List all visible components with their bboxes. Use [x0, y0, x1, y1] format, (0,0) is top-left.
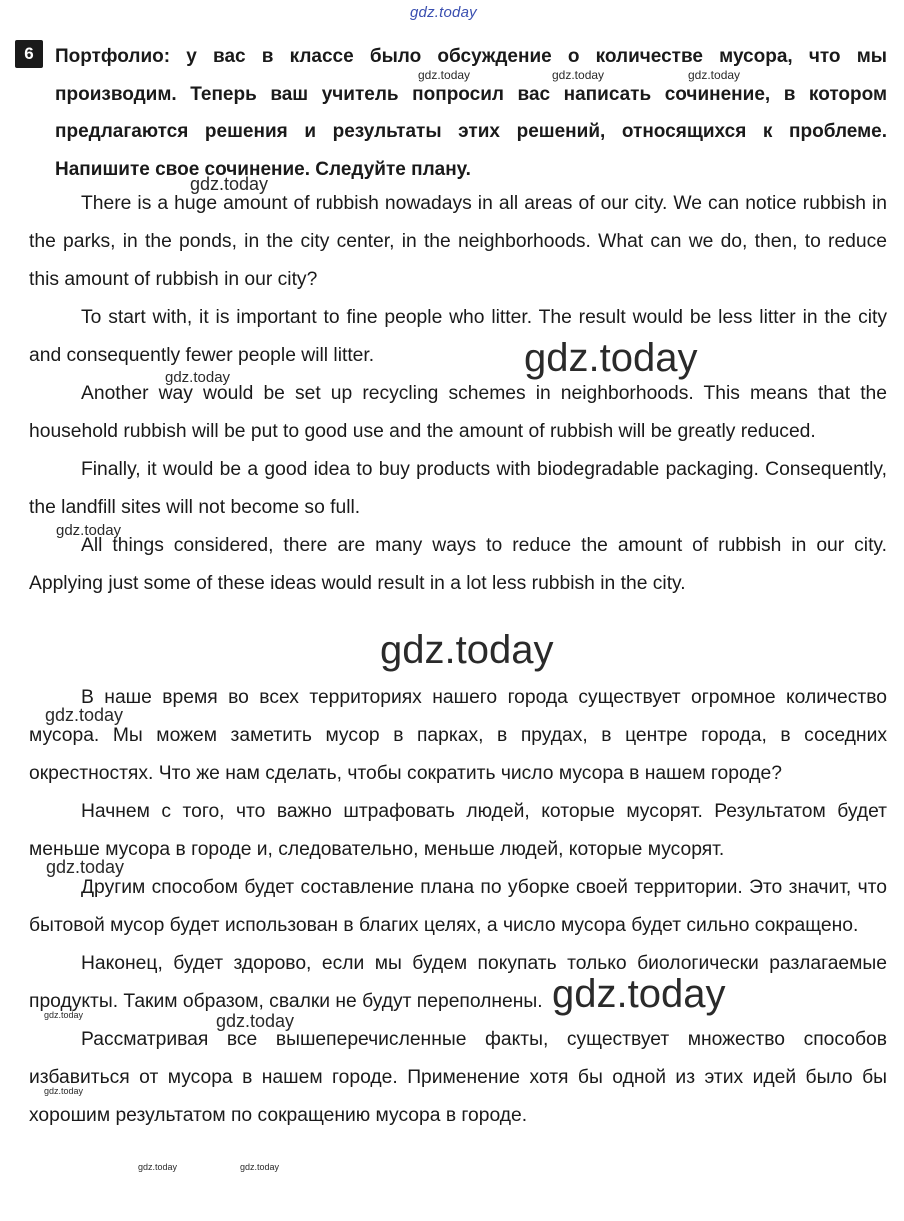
watermark: gdz.today: [44, 1010, 84, 1020]
watermark: gdz.today: [45, 705, 124, 725]
watermark: gdz.today: [552, 68, 605, 82]
essay-ru-paragraph-products: Наконец, будет здорово, если мы будем покупать только биологически разлагаемые продукты. Таким образом, свалки не будут переполнены.: [29, 953, 887, 1012]
watermark: gdz.today: [552, 972, 726, 1016]
essay-ru-paragraph-conclusion: Рассматривая все вышеперечисленные факты, существует множество способов избавиться от мусора в нашем городе. Применение хотя бы одной из этих идей было бы хорошим результатом по сокращению мусора в городе.: [29, 1029, 887, 1126]
watermark: gdz.today: [46, 857, 125, 877]
task-instruction: Портфолио: у вас в классе было обсуждение о количестве мусора, что мы производим. Теперь ваш учитель попросил вас написать сочинение, в котором предлагаются решения и результаты этих решений, относящихся к проблеме. Напишите свое сочинение. Следуйте плану.: [55, 46, 887, 180]
essay-russian: [29, 679, 887, 1135]
watermark: gdz.today: [138, 1162, 178, 1172]
task-number-badge: 6: [15, 40, 43, 68]
watermark: gdz.today: [240, 1162, 280, 1172]
essay-en-paragraph-recycling: Another way would be set up recycling schemes in neighborhoods. This means that the household rubbish will be put to good use and the amount of rubbish will be greatly reduced.: [29, 383, 887, 442]
essay-ru-paragraph-intro: В наше время во всех территориях нашего города существует огромное количество мусора. Мы можем заметить мусор в парках, в прудах, в центре города, в соседних окрестностях. Что же нам сделать, чтобы сократить число мусора в нашем городе?: [29, 687, 887, 784]
watermark: gdz.today: [165, 369, 231, 386]
watermark: gdz.today: [380, 628, 554, 672]
essay-ru-paragraph-fines: Начнем с того, что важно штрафовать людей, которые мусорят. Результатом будет меньше мусора в городе и, следовательно, меньше людей, которые мусорят.: [29, 801, 887, 860]
essay-ru-paragraph-cleanup: Другим способом будет составление плана по уборке своей территории. Это значит, что бытовой мусор будет использован в благих целях, а число мусора будет сильно сокращено.: [29, 877, 887, 936]
watermark: gdz.today: [190, 174, 269, 194]
watermark: gdz.today: [56, 522, 122, 539]
watermark: gdz.today: [44, 1086, 84, 1096]
watermark: gdz.today: [216, 1011, 295, 1031]
essay-en-paragraph-packaging: Finally, it would be a good idea to buy products with biodegradable packaging. Consequently, the landfill sites will not become so full.: [29, 459, 887, 518]
watermark: gdz.today: [524, 336, 698, 380]
watermark: gdz.today: [688, 68, 741, 82]
essay-en-paragraph-conclusion: All things considered, there are many ways to reduce the amount of rubbish in our city. Applying just some of these ideas would result in a lot less rubbish in the city.: [29, 535, 887, 594]
essay-english: [29, 185, 887, 603]
essay-en-paragraph-fines: To start with, it is important to fine people who litter. The result would be less litter in the city and consequently fewer people will litter.: [29, 307, 887, 366]
essay-en-paragraph-intro: There is a huge amount of rubbish nowadays in all areas of our city. We can notice rubbish in the parks, in the ponds, in the city center, in the neighborhoods. What can we do, then, to reduce this amount of rubbish in our city?: [29, 193, 887, 290]
watermark: gdz.today: [418, 68, 471, 82]
header-watermark: gdz.today: [410, 4, 477, 21]
